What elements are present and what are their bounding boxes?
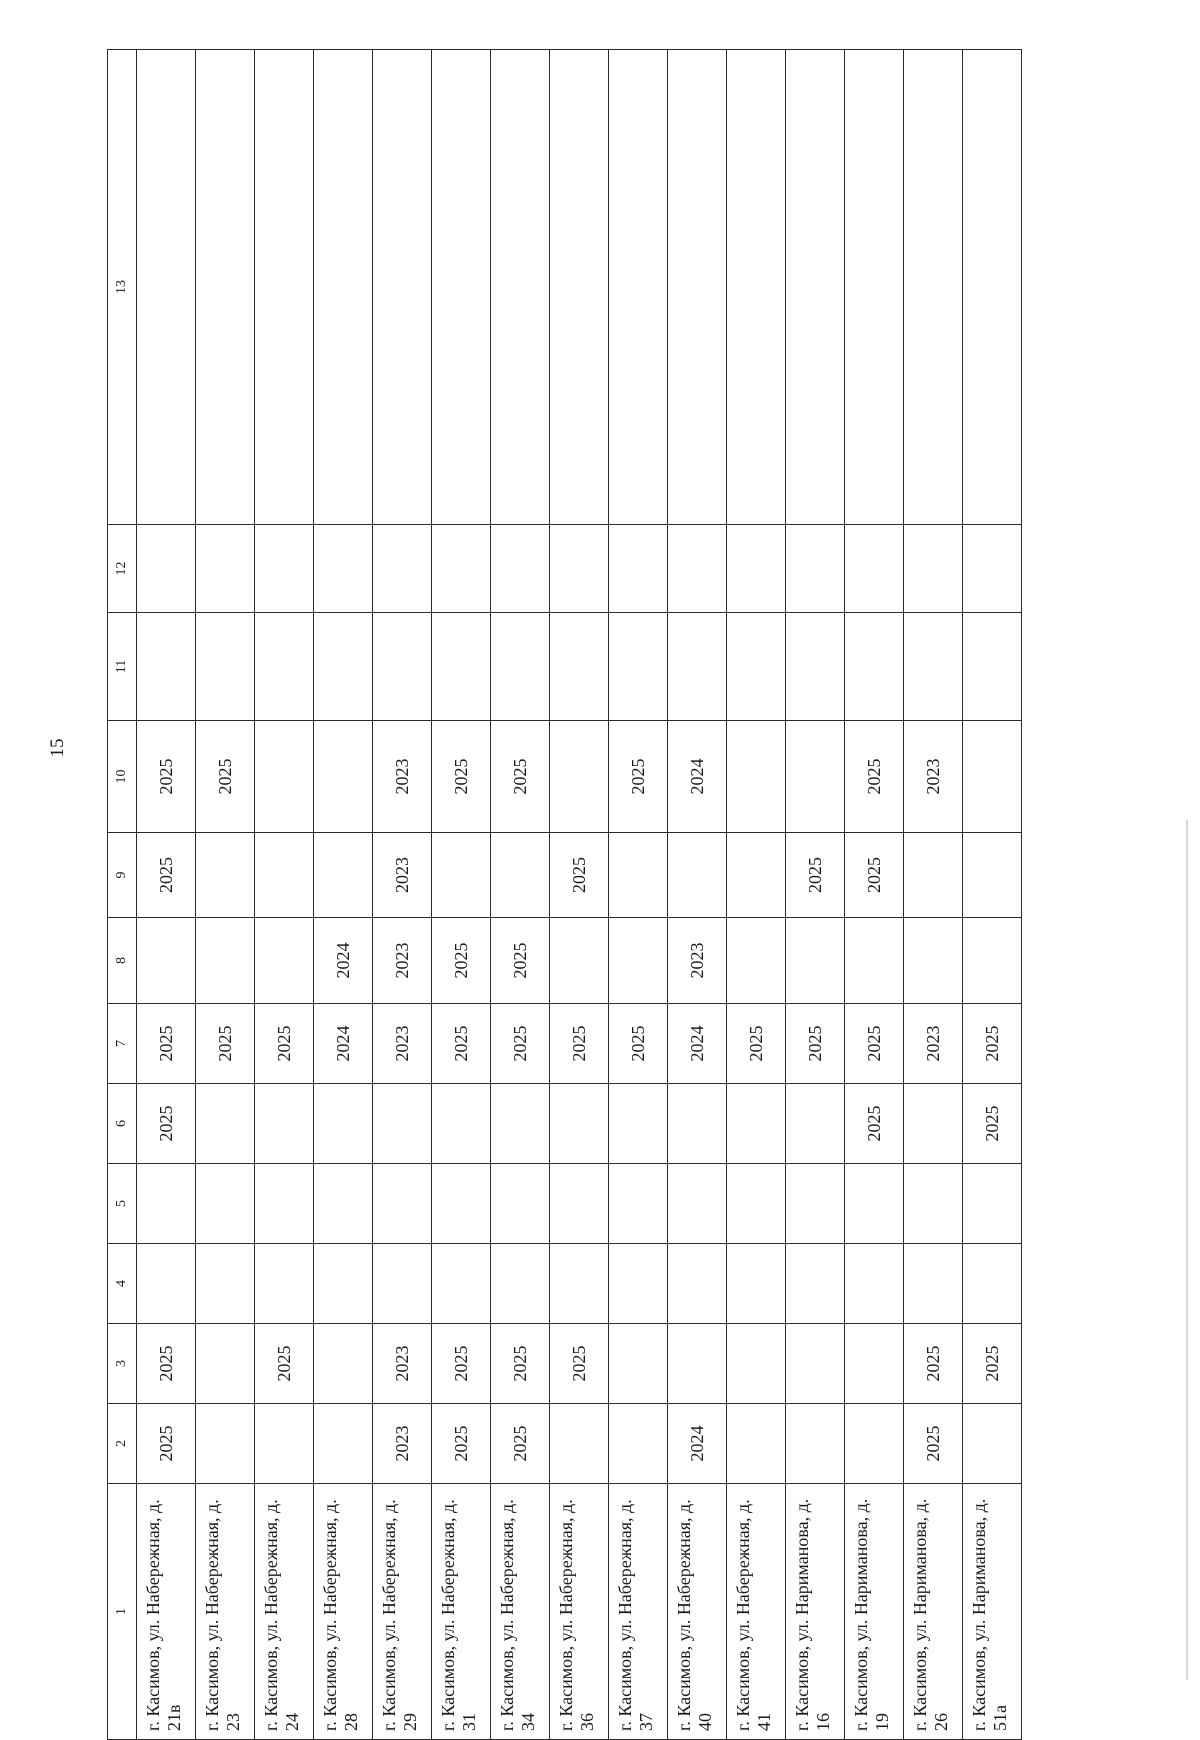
- year-cell: 2025: [550, 1324, 609, 1404]
- year-cell: [314, 613, 373, 721]
- year-cell: [963, 833, 1022, 918]
- year-cell: 2025: [963, 1004, 1022, 1084]
- column-header-7: 7: [108, 1004, 137, 1084]
- year-cell: [550, 1404, 609, 1484]
- year-cell: 2025: [845, 721, 904, 833]
- year-cell: [845, 50, 904, 525]
- year-cell: 2025: [845, 1084, 904, 1164]
- year-cell: 2025: [963, 1324, 1022, 1404]
- year-cell: [196, 1164, 255, 1244]
- year-cell: 2023: [373, 833, 432, 918]
- year-cell: [373, 50, 432, 525]
- table-body: [137, 50, 1022, 1740]
- year-cell: 2025: [786, 833, 845, 918]
- year-cell: 2025: [963, 1084, 1022, 1164]
- year-cell: [786, 1084, 845, 1164]
- year-cell: 2025: [137, 1004, 196, 1084]
- year-cell: 2024: [668, 1404, 727, 1484]
- year-cell: [786, 1404, 845, 1484]
- year-cell: 2023: [373, 1324, 432, 1404]
- address-cell: г. Касимов, ул. Набережная, д. 24: [255, 1484, 314, 1740]
- year-cell: 2025: [137, 1404, 196, 1484]
- year-cell: [727, 833, 786, 918]
- year-cell: [668, 1164, 727, 1244]
- year-cell: [727, 1084, 786, 1164]
- scan-edge-line: [1186, 820, 1188, 1680]
- year-cell: [609, 1324, 668, 1404]
- page-number: 15: [47, 738, 68, 758]
- year-cell: [904, 525, 963, 613]
- year-cell: [373, 1084, 432, 1164]
- rotated-table-wrapper: [107, 50, 1022, 1740]
- year-cell: 2025: [727, 1004, 786, 1084]
- year-cell: 2025: [432, 1004, 491, 1084]
- year-cell: [609, 833, 668, 918]
- address-cell: г. Касимов, ул. Набережная, д. 31: [432, 1484, 491, 1740]
- year-cell: [491, 1164, 550, 1244]
- address-cell: г. Касимов, ул. Нариманова, д. 51а: [963, 1484, 1022, 1740]
- year-cell: [727, 1404, 786, 1484]
- year-cell: [550, 918, 609, 1004]
- year-cell: [255, 1084, 314, 1164]
- year-cell: [904, 613, 963, 721]
- table-row: [668, 50, 727, 1740]
- table-row: [727, 50, 786, 1740]
- year-cell: [373, 1164, 432, 1244]
- year-cell: 2025: [432, 1324, 491, 1404]
- year-cell: [845, 1244, 904, 1324]
- year-cell: 2025: [137, 721, 196, 833]
- year-cell: [196, 918, 255, 1004]
- year-cell: [373, 1244, 432, 1324]
- year-cell: 2025: [904, 1324, 963, 1404]
- year-cell: [196, 1244, 255, 1324]
- year-cell: [432, 50, 491, 525]
- year-cell: [786, 1324, 845, 1404]
- year-cell: [550, 1164, 609, 1244]
- column-header-3: 3: [108, 1324, 137, 1404]
- year-cell: [727, 1324, 786, 1404]
- year-cell: [550, 721, 609, 833]
- year-cell: [963, 918, 1022, 1004]
- table-row: [491, 50, 550, 1740]
- year-cell: [196, 50, 255, 525]
- year-cell: 2023: [373, 721, 432, 833]
- year-cell: [550, 525, 609, 613]
- address-cell: г. Касимов, ул. Нариманова, д. 16: [786, 1484, 845, 1740]
- year-cell: [255, 1404, 314, 1484]
- column-header-9: 9: [108, 833, 137, 918]
- year-cell: [668, 613, 727, 721]
- year-cell: [727, 525, 786, 613]
- table-row: [609, 50, 668, 1740]
- year-cell: [432, 1244, 491, 1324]
- year-cell: [904, 1244, 963, 1324]
- year-cell: 2025: [491, 1004, 550, 1084]
- table-row: [373, 50, 432, 1740]
- year-cell: [314, 1324, 373, 1404]
- year-cell: [727, 721, 786, 833]
- year-cell: [432, 1164, 491, 1244]
- year-cell: 2025: [255, 1324, 314, 1404]
- year-cell: 2025: [196, 721, 255, 833]
- year-cell: [609, 525, 668, 613]
- year-cell: [668, 1084, 727, 1164]
- year-cell: [137, 525, 196, 613]
- year-cell: 2023: [904, 1004, 963, 1084]
- year-cell: [727, 1244, 786, 1324]
- year-cell: [845, 1164, 904, 1244]
- year-cell: 2025: [609, 721, 668, 833]
- year-cell: 2024: [314, 1004, 373, 1084]
- year-cell: [491, 613, 550, 721]
- year-cell: [668, 525, 727, 613]
- year-cell: 2023: [373, 918, 432, 1004]
- year-cell: [196, 833, 255, 918]
- year-cell: [727, 1164, 786, 1244]
- year-cell: 2025: [137, 1324, 196, 1404]
- year-cell: [137, 918, 196, 1004]
- address-cell: г. Касимов, ул. Набережная, д. 40: [668, 1484, 727, 1740]
- year-cell: 2025: [432, 918, 491, 1004]
- address-cell: г. Касимов, ул. Набережная, д. 41: [727, 1484, 786, 1740]
- table-row: [550, 50, 609, 1740]
- year-cell: 2023: [904, 721, 963, 833]
- year-cell: [491, 50, 550, 525]
- table-row: [255, 50, 314, 1740]
- year-cell: [668, 1324, 727, 1404]
- address-cell: г. Касимов, ул. Набережная, д. 28: [314, 1484, 373, 1740]
- year-cell: 2025: [196, 1004, 255, 1084]
- column-header-13: 13: [108, 50, 137, 525]
- year-cell: [609, 1404, 668, 1484]
- year-cell: [196, 1324, 255, 1404]
- column-header-8: 8: [108, 918, 137, 1004]
- address-cell: г. Касимов, ул. Набережная, д. 23: [196, 1484, 255, 1740]
- year-cell: [137, 613, 196, 721]
- year-cell: [314, 1084, 373, 1164]
- year-cell: 2025: [845, 1004, 904, 1084]
- year-cell: [432, 525, 491, 613]
- year-cell: [845, 1404, 904, 1484]
- year-cell: [845, 613, 904, 721]
- year-cell: [373, 525, 432, 613]
- column-header-10: 10: [108, 721, 137, 833]
- year-cell: [255, 833, 314, 918]
- year-cell: [904, 918, 963, 1004]
- table-row: [963, 50, 1022, 1740]
- address-cell: г. Касимов, ул. Набережная, д. 21в: [137, 1484, 196, 1740]
- year-cell: [255, 1244, 314, 1324]
- column-header-12: 12: [108, 525, 137, 613]
- year-cell: [314, 721, 373, 833]
- year-cell: [137, 1164, 196, 1244]
- year-cell: [196, 1404, 255, 1484]
- table-row: [137, 50, 196, 1740]
- year-cell: 2025: [432, 721, 491, 833]
- year-cell: [314, 1244, 373, 1324]
- year-cell: 2024: [668, 721, 727, 833]
- year-cell: [845, 1324, 904, 1404]
- year-cell: [609, 1084, 668, 1164]
- year-cell: 2025: [137, 1084, 196, 1164]
- year-cell: [255, 613, 314, 721]
- column-header-1: 1: [108, 1484, 137, 1740]
- year-cell: [963, 1164, 1022, 1244]
- table-row: [904, 50, 963, 1740]
- address-cell: г. Касимов, ул. Набережная, д. 37: [609, 1484, 668, 1740]
- year-cell: 2025: [550, 833, 609, 918]
- year-cell: [786, 613, 845, 721]
- header-row: [108, 50, 137, 1740]
- year-cell: [727, 918, 786, 1004]
- year-cell: 2023: [373, 1404, 432, 1484]
- year-cell: [137, 50, 196, 525]
- year-cell: 2025: [904, 1404, 963, 1484]
- year-cell: 2025: [432, 1404, 491, 1484]
- year-cell: 2025: [550, 1004, 609, 1084]
- column-header-6: 6: [108, 1084, 137, 1164]
- year-cell: 2025: [491, 721, 550, 833]
- year-cell: [963, 1404, 1022, 1484]
- year-cell: [609, 1164, 668, 1244]
- year-cell: [904, 1084, 963, 1164]
- year-cell: [963, 613, 1022, 721]
- year-cell: [609, 1244, 668, 1324]
- column-header-4: 4: [108, 1244, 137, 1324]
- address-cell: г. Касимов, ул. Набережная, д. 34: [491, 1484, 550, 1740]
- address-cell: г. Касимов, ул. Нариманова, д. 26: [904, 1484, 963, 1740]
- year-cell: [491, 833, 550, 918]
- year-cell: [432, 1084, 491, 1164]
- year-cell: [314, 1404, 373, 1484]
- year-cell: [668, 1244, 727, 1324]
- year-cell: [786, 918, 845, 1004]
- year-cell: [786, 1164, 845, 1244]
- column-header-5: 5: [108, 1164, 137, 1244]
- year-cell: [196, 613, 255, 721]
- column-header-2: 2: [108, 1404, 137, 1484]
- column-header-11: 11: [108, 613, 137, 721]
- year-cell: [432, 613, 491, 721]
- year-cell: [786, 721, 845, 833]
- year-cell: [196, 1084, 255, 1164]
- address-cell: г. Касимов, ул. Набережная, д. 29: [373, 1484, 432, 1740]
- year-cell: 2024: [314, 918, 373, 1004]
- year-cell: [904, 833, 963, 918]
- year-cell: [432, 833, 491, 918]
- year-cell: 2025: [137, 833, 196, 918]
- year-cell: [491, 1244, 550, 1324]
- schedule-table: [107, 49, 1022, 1740]
- year-cell: [668, 833, 727, 918]
- year-cell: 2025: [491, 1324, 550, 1404]
- year-cell: [609, 918, 668, 1004]
- year-cell: [550, 50, 609, 525]
- year-cell: [491, 525, 550, 613]
- year-cell: 2024: [668, 1004, 727, 1084]
- year-cell: [314, 833, 373, 918]
- year-cell: [845, 525, 904, 613]
- table-row: [196, 50, 255, 1740]
- year-cell: 2025: [491, 918, 550, 1004]
- year-cell: 2025: [491, 1404, 550, 1484]
- year-cell: [491, 1084, 550, 1164]
- year-cell: [255, 525, 314, 613]
- year-cell: [786, 525, 845, 613]
- year-cell: [668, 50, 727, 525]
- year-cell: [550, 1244, 609, 1324]
- year-cell: 2025: [786, 1004, 845, 1084]
- year-cell: [963, 525, 1022, 613]
- year-cell: [550, 1084, 609, 1164]
- year-cell: [255, 721, 314, 833]
- year-cell: [314, 1164, 373, 1244]
- year-cell: [845, 918, 904, 1004]
- year-cell: [609, 613, 668, 721]
- year-cell: 2025: [609, 1004, 668, 1084]
- table-row: [845, 50, 904, 1740]
- year-cell: [786, 1244, 845, 1324]
- year-cell: [609, 50, 668, 525]
- year-cell: [196, 525, 255, 613]
- year-cell: [255, 1164, 314, 1244]
- year-cell: [137, 1244, 196, 1324]
- address-cell: г. Касимов, ул. Нариманова, д. 19: [845, 1484, 904, 1740]
- year-cell: [727, 50, 786, 525]
- year-cell: [373, 613, 432, 721]
- year-cell: [786, 50, 845, 525]
- year-cell: [727, 613, 786, 721]
- year-cell: 2025: [255, 1004, 314, 1084]
- year-cell: [963, 1244, 1022, 1324]
- year-cell: [963, 50, 1022, 525]
- table-row: [432, 50, 491, 1740]
- year-cell: [314, 50, 373, 525]
- year-cell: [963, 721, 1022, 833]
- year-cell: [314, 525, 373, 613]
- year-cell: [255, 918, 314, 1004]
- year-cell: 2023: [373, 1004, 432, 1084]
- year-cell: [904, 1164, 963, 1244]
- year-cell: [255, 50, 314, 525]
- table-row: [314, 50, 373, 1740]
- address-cell: г. Касимов, ул. Набережная, д. 36: [550, 1484, 609, 1740]
- year-cell: [550, 613, 609, 721]
- year-cell: [904, 50, 963, 525]
- table-row: [786, 50, 845, 1740]
- year-cell: 2025: [845, 833, 904, 918]
- year-cell: 2023: [668, 918, 727, 1004]
